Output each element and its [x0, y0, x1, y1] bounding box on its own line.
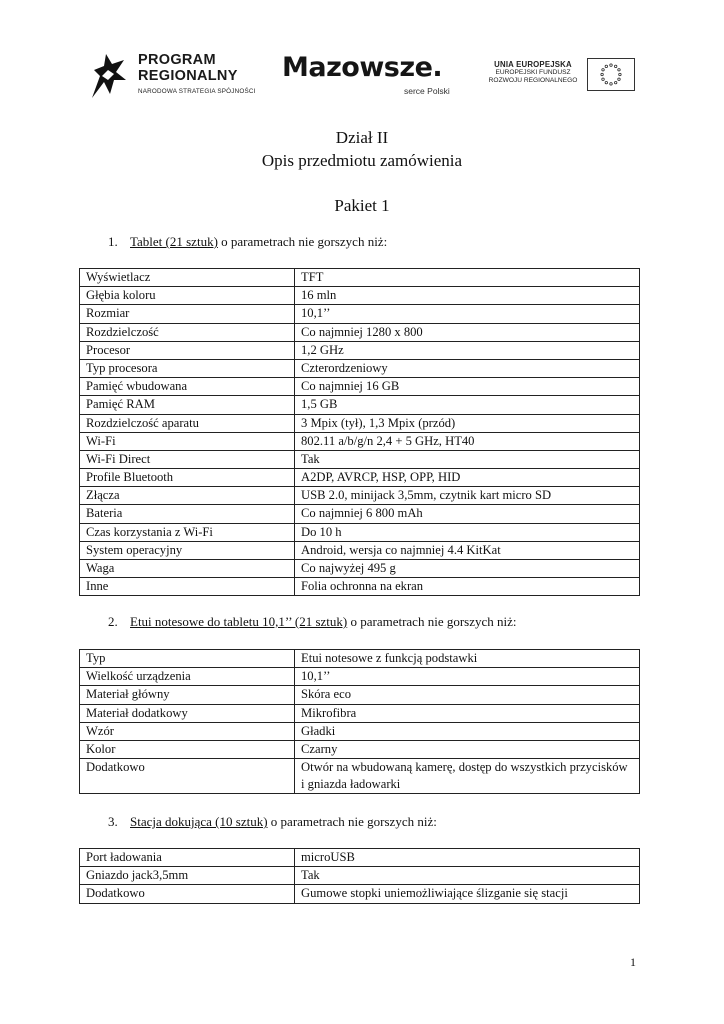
- tablet-spec-table: [79, 268, 640, 596]
- spec-key: Złącza: [80, 487, 295, 505]
- table-row: [80, 759, 640, 794]
- dock-spec-table: [79, 848, 640, 904]
- mazowsze-subtitle: serce Polski: [404, 86, 450, 96]
- spec-key: Bateria: [80, 505, 295, 523]
- table-row: [80, 686, 640, 704]
- spec-key: Rozmiar: [80, 305, 295, 323]
- table-row: [80, 740, 640, 758]
- spec-value: 3 Mpix (tył), 1,3 Mpix (przód): [295, 414, 640, 432]
- spec-key: Czas korzystania z Wi-Fi: [80, 523, 295, 541]
- table-row: [80, 704, 640, 722]
- spec-key: Typ: [80, 650, 295, 668]
- spec-value: 10,1’’: [295, 668, 640, 686]
- eu-flag-icon: [587, 58, 635, 91]
- spec-key: Pamięć RAM: [80, 396, 295, 414]
- spec-value: Co najwyżej 495 g: [295, 560, 640, 578]
- spec-value: 16 mln: [295, 287, 640, 305]
- spec-key: Materiał dodatkowy: [80, 704, 295, 722]
- spec-key: Wi-Fi Direct: [80, 450, 295, 468]
- spec-key: Dodatkowo: [80, 885, 295, 903]
- program-text: PROGRAM: [138, 52, 216, 68]
- table-row: [80, 487, 640, 505]
- program-regionalny-emblem-icon: [90, 46, 128, 102]
- spec-value: Mikrofibra: [295, 704, 640, 722]
- spec-key: Dodatkowo: [80, 759, 295, 794]
- spec-value: USB 2.0, minijack 3,5mm, czytnik kart micro SD: [295, 487, 640, 505]
- eu-line-1: UNIA EUROPEJSKA: [494, 60, 572, 69]
- table-row: [80, 287, 640, 305]
- spec-key: Głębia koloru: [80, 287, 295, 305]
- spec-key: Gniazdo jack3,5mm: [80, 867, 295, 885]
- spec-key: Wyświetlacz: [80, 269, 295, 287]
- eu-line-3: ROZWOJU REGIONALNEGO: [488, 77, 578, 84]
- table-row: [80, 650, 640, 668]
- package-title: Pakiet 1: [334, 196, 390, 215]
- spec-value: Co najmniej 16 GB: [295, 378, 640, 396]
- table-row: [80, 269, 640, 287]
- spec-value: Tak: [295, 867, 640, 885]
- spec-value: Do 10 h: [295, 523, 640, 541]
- section-subtitle: Opis przedmiotu zamówienia: [261, 151, 463, 170]
- item-2-number: 2.: [108, 614, 118, 629]
- spec-value: microUSB: [295, 849, 640, 867]
- table-row: [80, 560, 640, 578]
- spec-key: Waga: [80, 560, 295, 578]
- spec-key: Profile Bluetooth: [80, 469, 295, 487]
- section-title: Dział II: [335, 128, 389, 147]
- item-1-heading: [108, 234, 387, 250]
- table-row: [80, 867, 640, 885]
- spec-key: Wi-Fi: [80, 432, 295, 450]
- spec-key: Wzór: [80, 722, 295, 740]
- page-number: 1: [630, 955, 636, 969]
- spec-value: 10,1’’: [295, 305, 640, 323]
- spec-value: Gładki: [295, 722, 640, 740]
- item-2-heading: [108, 614, 517, 630]
- regionalny-text: REGIONALNY: [138, 68, 238, 84]
- spec-value: Skóra eco: [295, 686, 640, 704]
- nss-text: NARODOWA STRATEGIA SPÓJNOŚCI: [138, 88, 256, 95]
- spec-key: System operacyjny: [80, 541, 295, 559]
- item-3-suffix: o parametrach nie gorszych niż:: [267, 814, 437, 829]
- table-row: [80, 722, 640, 740]
- spec-value: Otwór na wbudowaną kamerę, dostęp do wszystkich przycisków i gniazda ładowarki: [295, 759, 640, 794]
- item-3-number: 3.: [108, 814, 118, 829]
- spec-key: Inne: [80, 578, 295, 596]
- table-row: [80, 396, 640, 414]
- spec-key: Materiał główny: [80, 686, 295, 704]
- item-2-suffix: o parametrach nie gorszych niż:: [347, 614, 517, 629]
- item-3-heading: [108, 814, 437, 830]
- table-row: [80, 885, 640, 903]
- spec-value: Czterordzeniowy: [295, 359, 640, 377]
- spec-value: Czarny: [295, 740, 640, 758]
- spec-key: Port ładowania: [80, 849, 295, 867]
- spec-value: A2DP, AVRCP, HSP, OPP, HID: [295, 469, 640, 487]
- spec-value: Etui notesowe z funkcją podstawki: [295, 650, 640, 668]
- item-2-name: Etui notesowe do tabletu 10,1’’ (21 sztuk): [130, 614, 348, 629]
- table-row: [80, 469, 640, 487]
- spec-value: Tak: [295, 450, 640, 468]
- spec-value: 802.11 a/b/g/n 2,4 + 5 GHz, HT40: [295, 432, 640, 450]
- eu-logo: [484, 58, 638, 94]
- spec-key: Rozdzielczość: [80, 323, 295, 341]
- spec-key: Kolor: [80, 740, 295, 758]
- table-row: [80, 359, 640, 377]
- spec-value: Gumowe stopki uniemożliwiające ślizganie się stacji: [295, 885, 640, 903]
- spec-value: Android, wersja co najmniej 4.4 KitKat: [295, 541, 640, 559]
- table-row: [80, 668, 640, 686]
- spec-key: Pamięć wbudowana: [80, 378, 295, 396]
- table-row: [80, 378, 640, 396]
- item-3-name: Stacja dokująca (10 sztuk): [130, 814, 268, 829]
- spec-value: Co najmniej 1280 x 800: [295, 323, 640, 341]
- case-spec-table: [79, 649, 640, 794]
- table-row: [80, 541, 640, 559]
- table-row: [80, 432, 640, 450]
- item-1-number: 1.: [108, 234, 118, 249]
- spec-value: Co najmniej 6 800 mAh: [295, 505, 640, 523]
- table-row: [80, 323, 640, 341]
- spec-value: Folia ochronna na ekran: [295, 578, 640, 596]
- spec-key: Procesor: [80, 341, 295, 359]
- table-row: [80, 305, 640, 323]
- spec-key: Wielkość urządzenia: [80, 668, 295, 686]
- page-header: [86, 44, 638, 102]
- table-row: [80, 505, 640, 523]
- spec-value: 1,2 GHz: [295, 341, 640, 359]
- spec-key: Rozdzielczość aparatu: [80, 414, 295, 432]
- mazowsze-wordmark: Mazowsze.: [282, 52, 443, 83]
- table-row: [80, 341, 640, 359]
- spec-key: Typ procesora: [80, 359, 295, 377]
- spec-value: 1,5 GB: [295, 396, 640, 414]
- table-row: [80, 523, 640, 541]
- table-row: [80, 414, 640, 432]
- program-regionalny-logo: [90, 46, 265, 102]
- table-row: [80, 849, 640, 867]
- item-1-suffix: o parametrach nie gorszych niż:: [217, 234, 388, 249]
- eu-line-2: EUROPEJSKI FUNDUSZ: [495, 69, 571, 76]
- table-row: [80, 578, 640, 596]
- spec-value: TFT: [295, 269, 640, 287]
- item-1-name: Tablet (21 sztuk): [130, 234, 218, 249]
- mazowsze-logo: [282, 52, 462, 102]
- table-row: [80, 450, 640, 468]
